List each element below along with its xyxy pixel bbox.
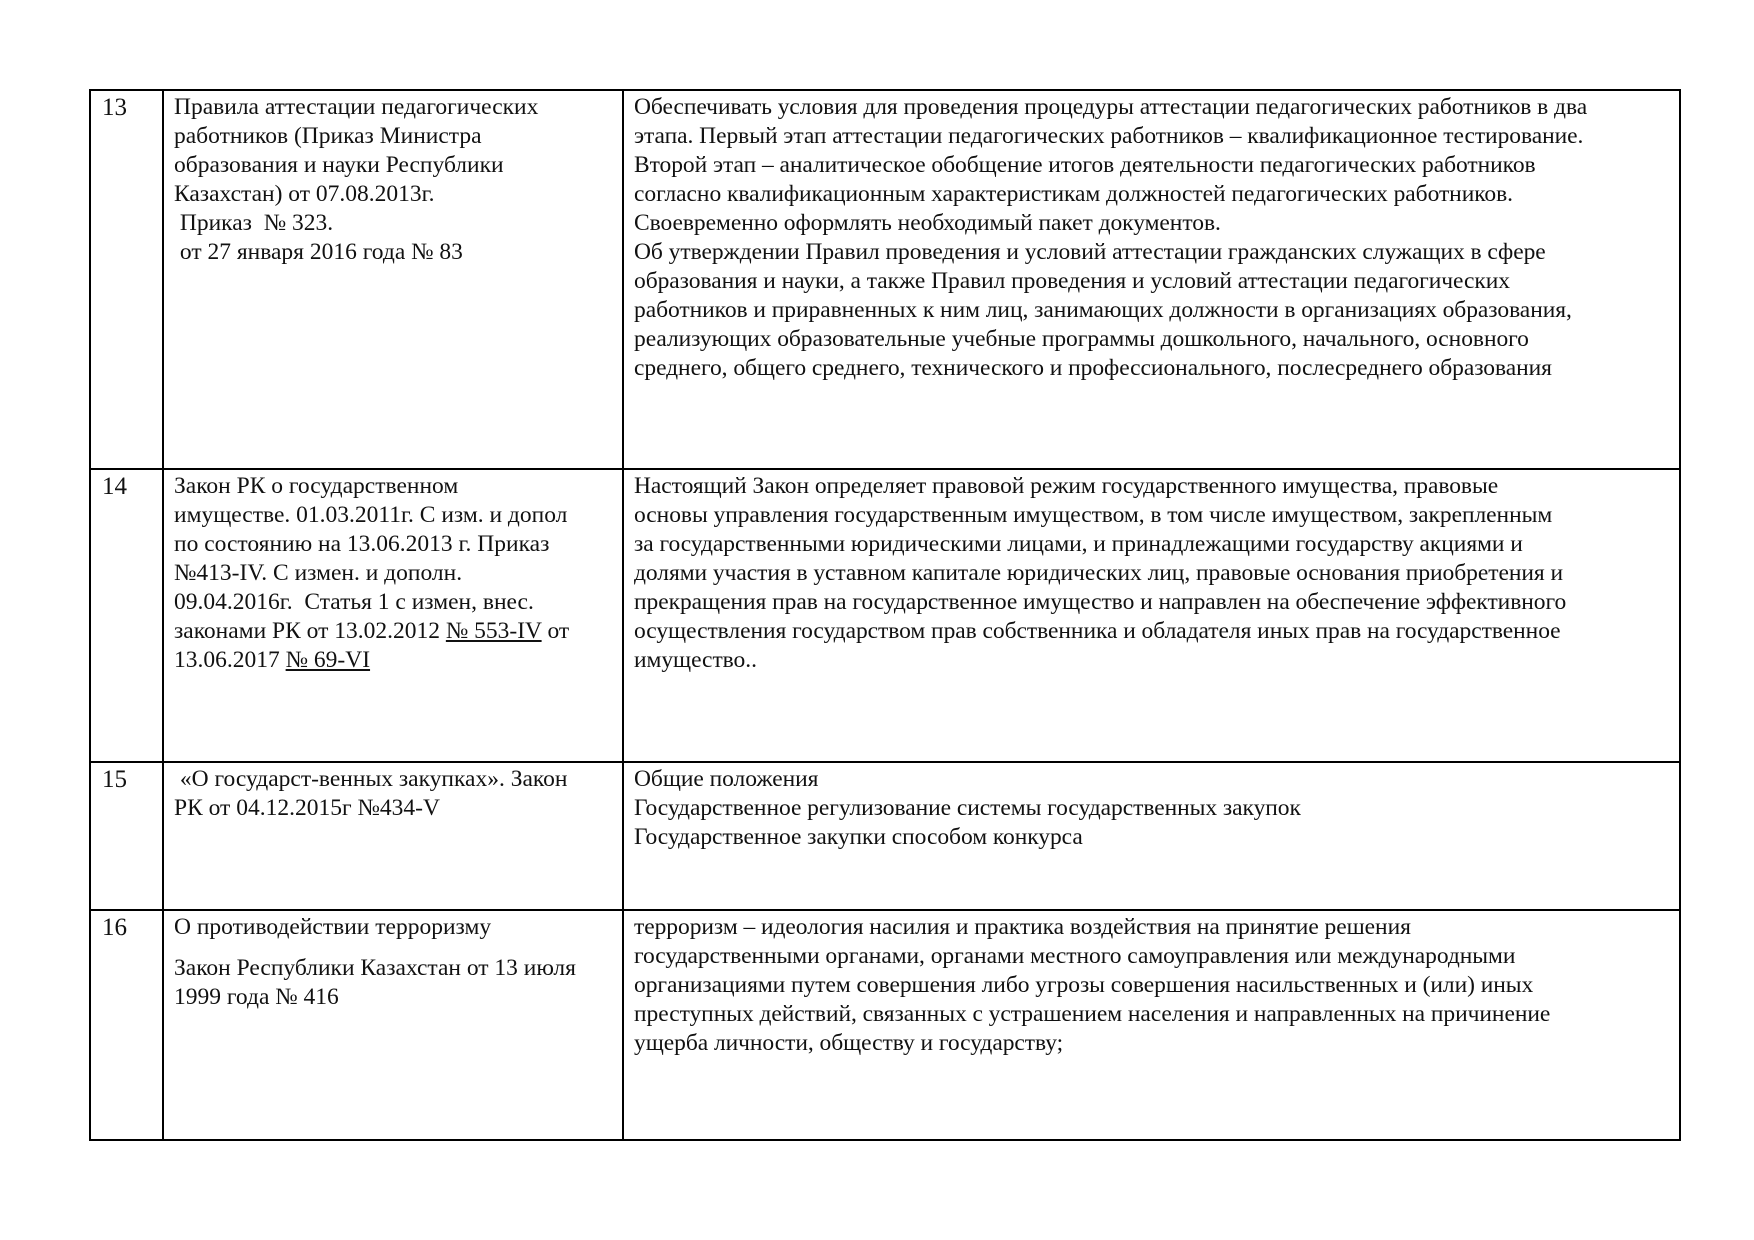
title-line: 09.04.2016г. Статья 1 с измен, внес.	[174, 589, 534, 615]
document-title-cell	[163, 762, 623, 910]
description-line: прекращения прав на государственное имущество и направлен на обеспечение эффективного	[634, 589, 1567, 615]
document-title-cell	[163, 910, 623, 1140]
description-cell	[623, 90, 1680, 469]
description-line: образования и науки, а также Правил проведения и условий аттестации педагогических	[634, 268, 1510, 294]
description-line: за государственными юридическими лицами, и принадлежащими государству акциями и	[634, 531, 1523, 557]
title-line: Правила аттестации педагогических	[174, 94, 539, 120]
description-line: этапа. Первый этап аттестации педагогических работников – квалификационное тестирование.	[634, 123, 1584, 149]
title-line: РК от 04.12.2015г №434-V	[174, 795, 440, 821]
spacer	[174, 942, 612, 954]
title-line: от 27 января 2016 года № 83	[174, 239, 463, 265]
description-line: Обеспечивать условия для проведения процедуры аттестации педагогических работников в два	[634, 94, 1588, 120]
title-line: Закон Республики Казахстан от 13 июля	[174, 955, 576, 981]
row-number: 15	[90, 762, 163, 910]
description-line: Об утверждении Правил проведения и условий аттестации гражданских служащих в сфере	[634, 239, 1546, 265]
table-row	[90, 90, 1680, 469]
law-link-553-iv[interactable]: № 553-IV	[445, 618, 542, 644]
description-line: осуществления государством прав собственника и обладателя иных прав на государственное	[634, 618, 1561, 644]
description-cell	[623, 469, 1680, 762]
title-line: Закон РК о государственном	[174, 473, 459, 499]
description-line: терроризм – идеология насилия и практика воздействия на принятие решения	[634, 914, 1411, 940]
title-line: имуществе. 01.03.2011г. С изм. и допол	[174, 502, 568, 528]
document-title-cell	[163, 90, 623, 469]
description-line: организациями путем совершения либо угрозы совершения насильственных и (или) иных	[634, 972, 1534, 998]
description-line: Государственное регулизование системы государственных закупок	[634, 795, 1301, 821]
row-number: 13	[90, 90, 163, 469]
table-row	[90, 469, 1680, 762]
title-line: №413-IV. С измен. и дополн.	[174, 560, 463, 586]
description-line: имущество..	[634, 647, 757, 673]
title-line-with-link	[174, 617, 612, 646]
title-line-text: от	[541, 618, 570, 644]
description-line: преступных действий, связанных с устрашением населения и направленных на причинение	[634, 1001, 1551, 1027]
description-cell	[623, 762, 1680, 910]
title-line: Приказ № 323.	[174, 210, 334, 236]
description-line: Настоящий Закон определяет правовой режим государственного имущества, правовые	[634, 473, 1499, 499]
description-line: ущерба личности, обществу и государству;	[634, 1030, 1064, 1056]
description-line: Общие положения	[634, 766, 819, 792]
description-line: реализующих образовательные учебные программы дошкольного, начального, основного	[634, 326, 1529, 352]
description-line: основы управления государственным имуществом, в том числе имуществом, закрепленным	[634, 502, 1553, 528]
title-line: О противодействии терроризму	[174, 914, 492, 940]
description-line: согласно квалификационным характеристикам должностей педагогических работников.	[634, 181, 1513, 207]
title-line: Казахстан) от 07.08.2013г.	[174, 181, 435, 207]
legal-documents-table	[89, 89, 1681, 1141]
description-cell	[623, 910, 1680, 1140]
title-line: «О государст-венных закупках». Закон	[174, 766, 568, 792]
row-number: 14	[90, 469, 163, 762]
document-title-cell	[163, 469, 623, 762]
row-number: 16	[90, 910, 163, 1140]
title-line: 1999 года № 416	[174, 984, 339, 1010]
title-line-text: 13.06.2017	[174, 647, 286, 673]
description-line: Второй этап – аналитическое обобщение итогов деятельности педагогических работников	[634, 152, 1536, 178]
table-row	[90, 910, 1680, 1140]
description-line: работников и приравненных к ним лиц, занимающих должности в организациях образования,	[634, 297, 1572, 323]
title-line-with-link	[174, 646, 612, 675]
table-row	[90, 762, 1680, 910]
title-line: образования и науки Республики	[174, 152, 504, 178]
title-line: работников (Приказ Министра	[174, 123, 482, 149]
description-line: государственными органами, органами местного самоуправления или международными	[634, 943, 1516, 969]
title-line: по состоянию на 13.06.2013 г. Приказ	[174, 531, 550, 557]
description-line: среднего, общего среднего, технического и профессионального, послесреднего образования	[634, 355, 1552, 381]
description-line: Государственное закупки способом конкурса	[634, 824, 1083, 850]
description-line: долями участия в уставном капитале юридических лиц, правовые основания приобретения и	[634, 560, 1563, 586]
description-line: Своевременно оформлять необходимый пакет документов.	[634, 210, 1221, 236]
law-link-69-vi[interactable]: № 69-VI	[285, 647, 371, 673]
title-line-text: законами РК от 13.02.2012	[174, 618, 446, 644]
